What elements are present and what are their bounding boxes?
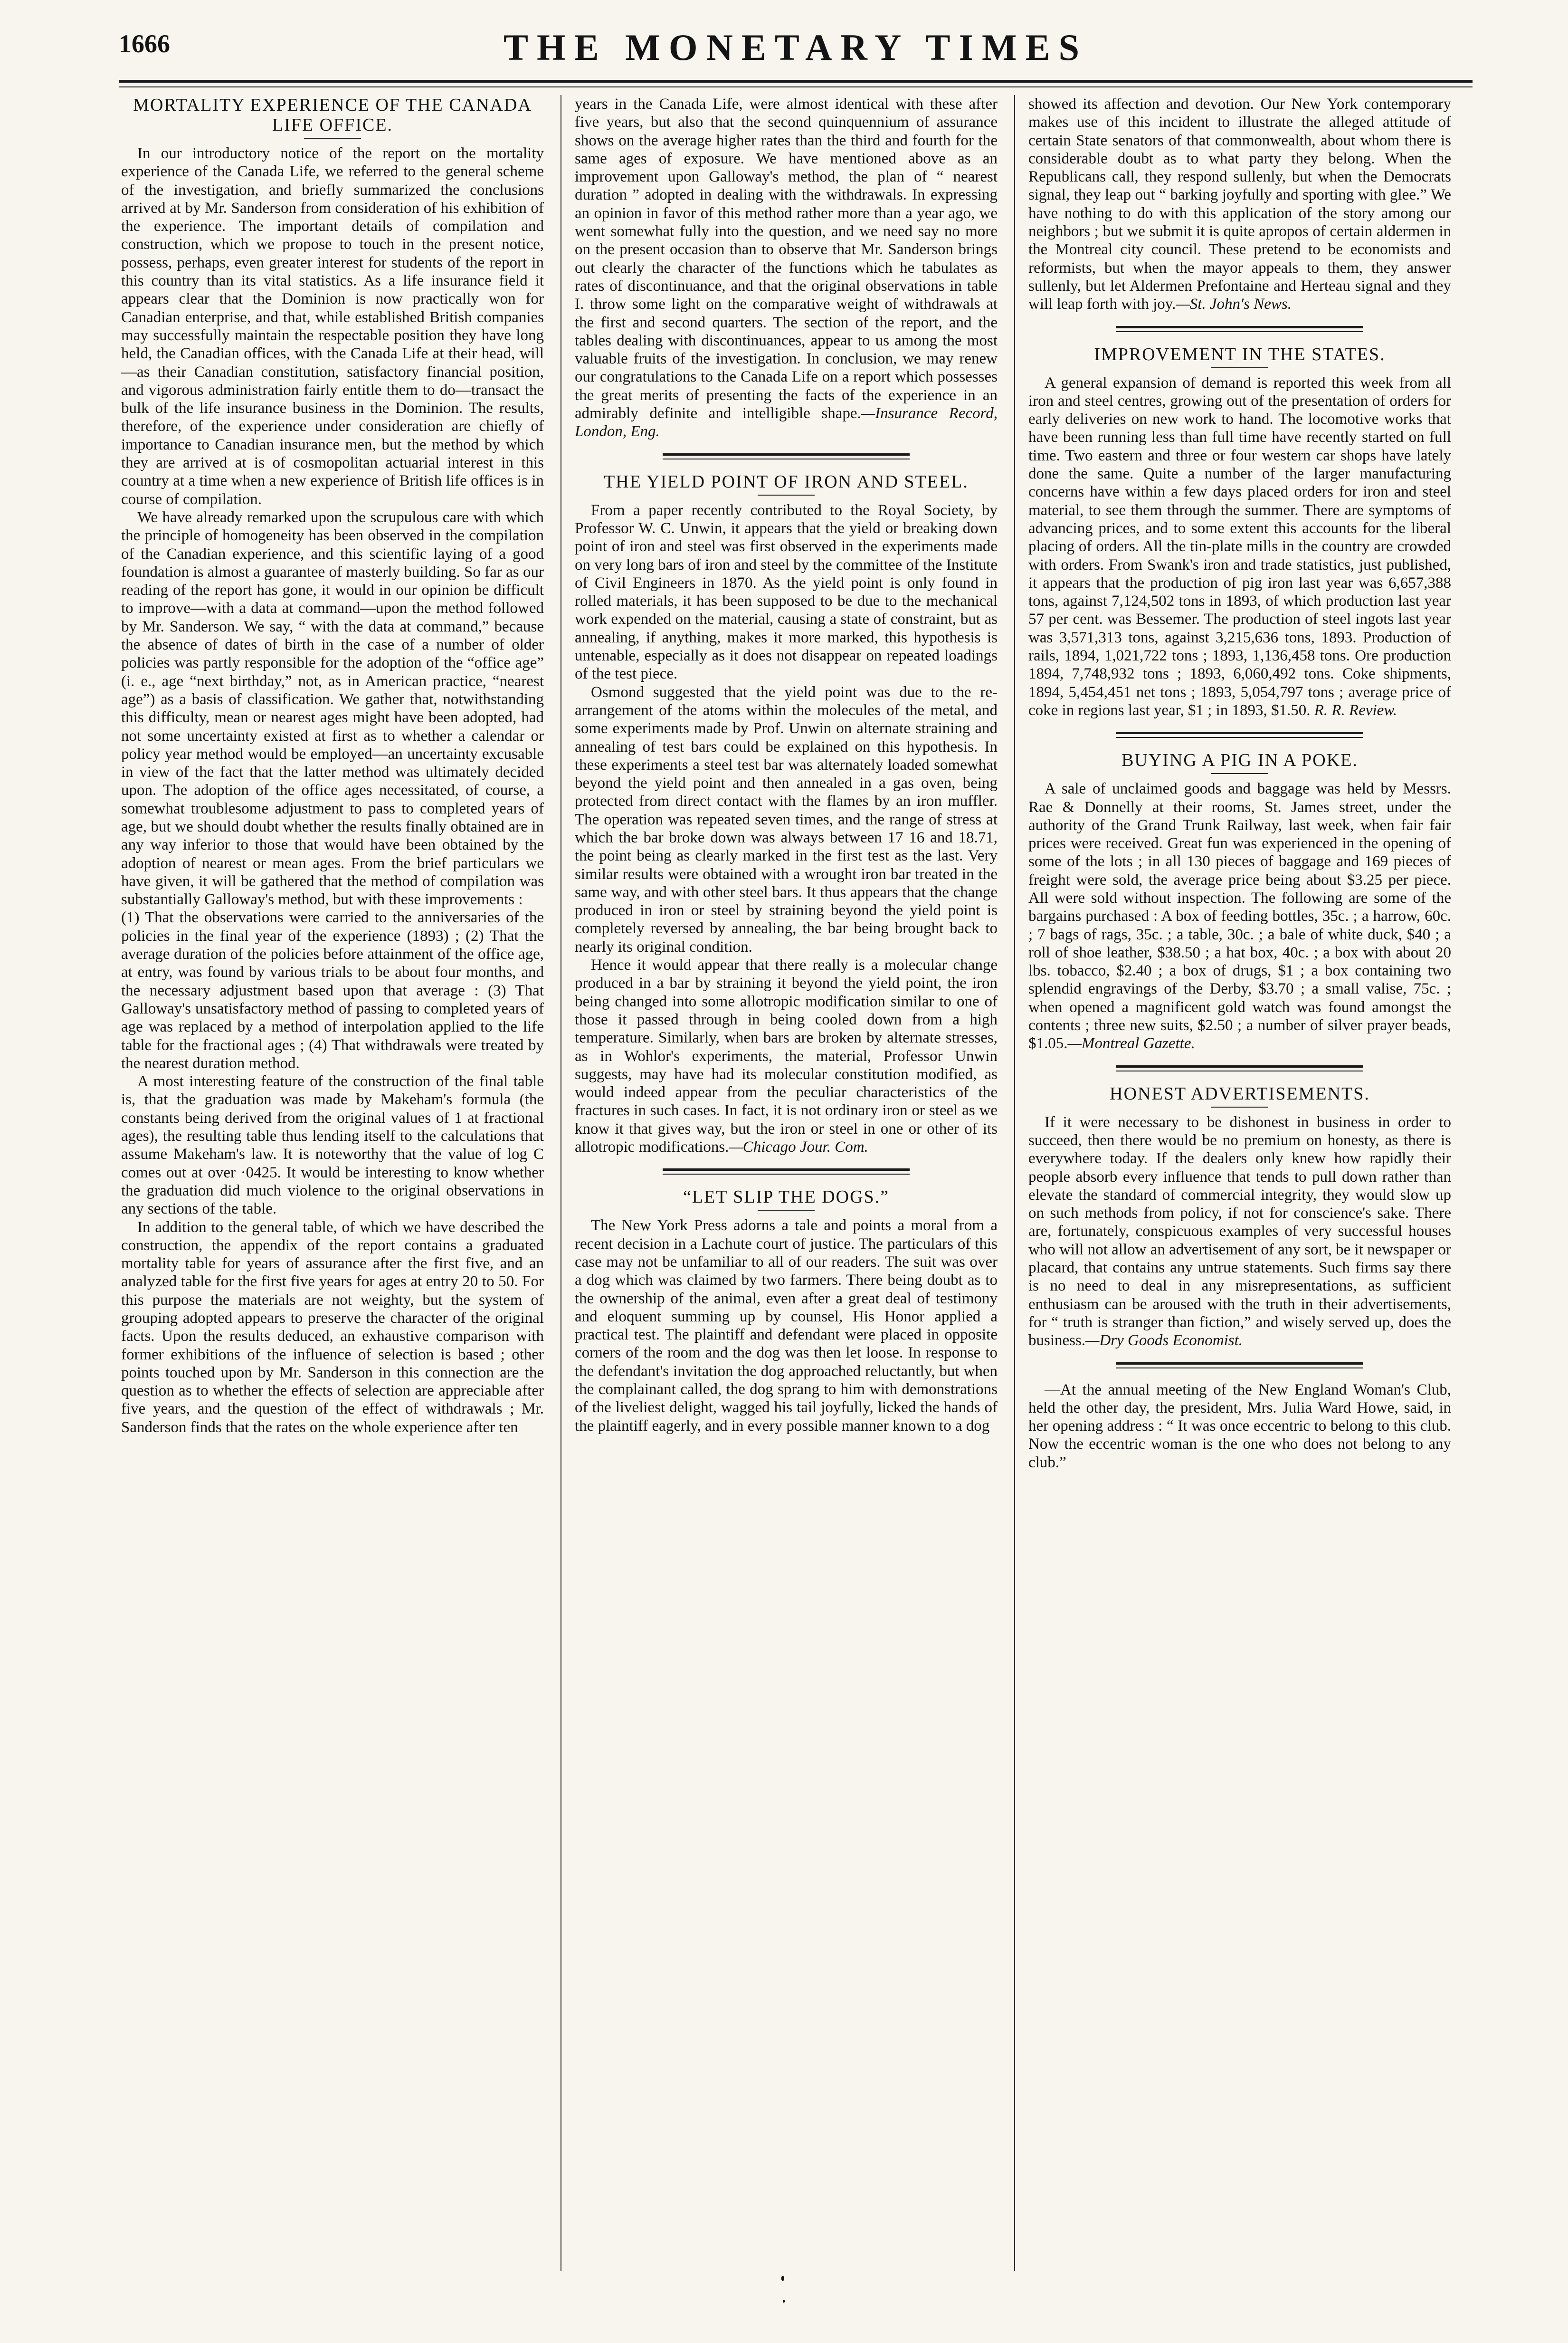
column-right xyxy=(1028,95,1451,1472)
page-number: 1666 xyxy=(119,29,170,58)
improvements-list: (1) That the observations were carried to the anniversaries of the policies in the final year of the experience (1893) ; (2) That the average duration of the policies before attainment of the office age, at entry, was found by various trials to be about four months, and the necessary adjustment based upon that average : (3) That Galloway's unsatisfactory method of passing to completed years of age was replaced by a method of interpolation applied to the life table for the fractional ages ; (4) That withdrawals were treated by the nearest duration method. xyxy=(121,909,544,1072)
article-paragraph: In addition to the general table, of which we have described the construction, the appendix of the report contains a graduated mortality table for years of assurance after the first five, and an analyzed table for the first five years for ages at entry 20 to 50. For this purpose the materials are not weighty, but the system of grouping adopted appears to preserve the character of the original facts. Upon the results deduced, an exhaustive comparison with former exhibitions of the influence of selection is based ; other points touched upon by Mr. Sanderson in this connection are the question as to whether the effects of selection are appreciable after five years, and the question of the effect of withdrawals ; Mr. Sanderson finds that the rates on the whole experience after ten xyxy=(121,1218,544,1436)
source-credit: —Montreal Gazette. xyxy=(1067,1035,1195,1052)
print-speck xyxy=(783,2300,785,2303)
article-headline: HONEST ADVERTISEMENTS. xyxy=(1110,1083,1370,1104)
article-headline: IMPROVEMENT IN THE STATES. xyxy=(1094,344,1386,364)
news-item: —At the annual meeting of the New England Woman's Club, held the other day, the president, Mrs. Julia Ward Howe, said, in her opening address : “ It was once eccentric to belong to this club. Now the eccentric woman is the one who does not belong to any club.” xyxy=(1028,1381,1451,1471)
article-paragraph: Osmond suggested that the yield point was due to the re-arrangement of the atoms within the molecules of the metal, and some experiments made by Prof. Unwin on alternate straining and annealing of test bars could be explained on this hypothesis. In these experiments a steel test bar was alternately loaded somewhat beyond the yield point and then annealed in a gas oven, being protected from direct contact with the flames by an iron muffler. The operation was repeated seven times, and the range of stress at which the bar broke down was always between 17 16 and 18.71, the point being as clearly marked in the first test as the last. Very similar results were obtained with a wrought iron bar treated in the same way, and with other steel bars. It thus appears that the change produced in iron or steel by straining beyond the yield point is completely reversed by annealing, the bar being brought back to nearly its original condition. xyxy=(575,683,998,956)
section-separator xyxy=(1116,326,1363,332)
headline-rule xyxy=(1211,367,1268,368)
article-paragraph: The New York Press adorns a tale and points a moral from a recent decision in a Lachute court of justice. The particulars of this case may not be unfamiliar to all of our readers. The suit was over a dog which was claimed by two farmers. There being doubt as to the ownership of the animal, even after a great deal of testimony and eloquent summing up by counsel, His Honor applied a practical test. The plaintiff and defendant were placed in opposite corners of the room and the dog was then let loose. In response to the defendant's invitation the dog approached reluctantly, but when the complainant called, the dog sprang to him with demonstrations of the liveliest delight, wagged his tail joyfully, licked the hands of the plaintiff eagerly, and in every possible manner known to a dog xyxy=(575,1217,998,1434)
headline-rule xyxy=(1211,773,1268,774)
paragraph-text: A general expansion of demand is reported this week from all iron and steel centres, growing out of the presentation of orders for early deliveries on new work to hand. The locomotive works that have been running less than full time have recently started on full time. Two eastern and three or four western car shops have lately done the same. Quite a number of the larger manufacturing concerns have within a few days placed orders for iron and steel material, to see them through the summer. There are symptoms of advancing prices, and to some extent this accounts for the liberal placing of orders. All the tin-plate mills in the country are crowded with orders. From Swank's iron and trade statistics, just published, it appears that the production of pig iron last year was 6,657,388 tons, against 7,124,502 tons in 1893, of which production last year 57 per cent. was Bessemer. The production of steel ingots last year was 3,571,313 tons, against 3,215,636 tons, 1893. Production of rails, 1894, 1,021,722 tons ; 1893, 1,136,458 tons. Ore production 1894, 7,748,932 tons ; 1893, 6,060,492 tons. Coke shipments, 1894, 5,454,451 net tons ; 1893, 5,054,797 tons ; average price of coke in regions last year, $1 ; in 1893, $1.50. xyxy=(1028,374,1451,719)
source-credit: —St. John's News. xyxy=(1176,296,1292,313)
section-separator xyxy=(663,1168,910,1175)
section-separator xyxy=(663,453,910,459)
continued-paragraph xyxy=(575,95,998,441)
section-separator xyxy=(1116,732,1363,738)
section-separator xyxy=(1116,1362,1363,1368)
article-paragraph: We have already remarked upon the scrupulous care with which the principle of homogeneity has been observed in the compilation of the Canadian experience, and this scientific laying of a good foundation is almost a guarantee of masterly building. So far as our reading of the report has gone, it would in our opinion be difficult to improve—with a data at command—upon the method followed by Mr. Sanderson. We say, “ with the data at command,” because the absence of dates of birth in the case of a number of older policies was partly responsible for the adoption of the “office age” (i. e., age “next birthday,” not, as in American practice, “nearest age”) as a basis of classification. We gather that, notwithstanding this difficulty, mean or nearest ages might have been adopted, had not some uncertainty existed at first as to whether a calendar or policy year method would be employed—an uncertainty excusable in view of the fact that the latter method was ultimately decided upon. The adoption of the office ages necessitated, of course, a somewhat troublesome adjustment to pass to completed years of age, but we should doubt whether the results finally obtained are in any way inferior to those that would have been obtained by the adoption of nearest or mean ages. From the brief particulars we have given, it will be gathered that the method of compilation was substantially Galloway's method, but with these improvements : xyxy=(121,508,544,909)
article-paragraph: A most interesting feature of the construction of the final table is, that the graduation was made by Makeham's formula (the constants being derived from the original values of 1 at fractional ages), the resulting table thus lending itself to the calculations that assume Makeham's law. It is noteworthy that the value of log C comes out at over ·0425. It would be interesting to know whether the graduation did much violence to the original observations in any sections of the table. xyxy=(121,1073,544,1218)
column-divider xyxy=(1014,95,1015,2271)
column-middle xyxy=(575,95,998,1435)
article-headline: THE YIELD POINT OF IRON AND STEEL. xyxy=(604,471,969,492)
headline-rule xyxy=(758,495,815,496)
column-left xyxy=(121,95,544,1436)
article-paragraph xyxy=(1028,1113,1451,1350)
article-paragraph xyxy=(1028,780,1451,1052)
article-paragraph xyxy=(575,956,998,1156)
paragraph-text: If it were necessary to be dishonest in business in order to succeed, then there would be no premium on honesty, as there is everywhere today. If the dealers only knew how rapidly their people absorb every influence that tends to pull down rather than elevate the standard of commercial integrity, they would slow up on such methods from policy, if not for conscience's sake. There are, fortunately, conspicuous examples of very successful houses who will not allow an advertisement of any sort, be it newspaper or placard, that contains any untrue statements. Such firms say there is no need to deal in any misrepresentations, as sufficient enthusiasm can be aroused with the truth in their advertisements, for “ truth is stranger than fiction,” and wisely served up, does the business. xyxy=(1028,1113,1451,1349)
section-separator xyxy=(1116,1065,1363,1071)
source-credit: R. R. Review. xyxy=(1314,701,1397,719)
article-paragraph: In our introductory notice of the report on the mortality experience of the Canada Life, we referred to the general scheme of the investigation, and briefly summarized the conclusions arrived at by Mr. Sanderson from consideration of his exhibition of the experience. The important details of compilation and construction, which we propose to touch in the present notice, possess, perhaps, even greater interest for students of the report in this country than its vital statistics. As a life insurance field it appears clear that the Dominion is now practically won for Canadian enterprise, and that, while established British companies may successfully maintain the respectable position they have long held, the Canadian offices, with the Canada Life at their head, will—as their Canadian constitution, satisfactory financial position, and vigorous administration fairly entitle them to do—transact the bulk of the life insurance business in the Dominion. The results, therefore, of the experience under consideration are chiefly of importance to Canadian insurance men, but the method by which they are arrived at is of cosmopolitan actuarial interest in this country at a time when a new experience of British life offices is in course of compilation. xyxy=(121,145,544,508)
article-headline: MORTALITY EXPERIENCE OF THE CANADA LIFE OFFICE. xyxy=(133,95,532,135)
article-paragraph: From a paper recently contributed to the Royal Society, by Professor W. C. Unwin, it appears that the yield or breaking down point of iron and steel was first observed in the experiments made on very long bars of iron and steel by the committee of the Institute of Civil Engineers in 1870. As the yield point is only found in rolled materials, it has been supposed to be due to the mechanical work expended on the material, causing a state of constraint, but as annealing, if anything, makes it more marked, this hypothesis is untenable, especially as it does not disappear on repeated loadings of the test piece. xyxy=(575,501,998,683)
article-paragraph xyxy=(1028,374,1451,720)
paragraph-text: Hence it would appear that there really is a molecular change produced in a bar by straining it beyond the yield point, the iron being changed into some allotropic modification similar to one of those it passed through in being cooled down from a high temperature. Similarly, when bars are broken by alternate stresses, as in Wohlor's experiments, the material, Professor Unwin suggests, may have had its molecular constitution modified, as would indeed appear from the peculiar characteristics of the fractures in such cases. In fact, it is not ordinary iron or steel as we know it that gives way, but the iron or steel in one or other of its allotropic modifications. xyxy=(575,956,998,1156)
masthead-thick-rule xyxy=(119,80,1473,83)
paragraph-text: A sale of unclaimed goods and baggage was held by Messrs. Rae & Donnelly at their rooms, St. James street, under the authority of the Grand Trunk Railway, last week, when fair fair prices were received. Great fun was experienced in the opening of some of the lots ; in all 130 pieces of baggage and 169 pieces of freight were sold, the average price being about $3.25 per piece. All were sold without inspection. The following are some of the bargains purchased : A box of feeding bottles, 35c. ; a harrow, 60c. ; 7 bags of rags, 35c. ; a table, 30c. ; a bale of white duck, $40 ; a roll of shoe leather, $38.50 ; a hat box, 40c. ; a box with about 20 lbs. tobacco, $2.40 ; a box of drugs, $1 ; a box containing two splendid engravings of the Derby, $3.70 ; a small valise, 75c. ; when opened a magnificent gold watch was found amongst the contents ; three new suits, $2.50 ; a number of silver prayer beads, $1.05. xyxy=(1028,780,1451,1052)
source-credit: —Chicago Jour. Com. xyxy=(729,1138,868,1156)
print-speck xyxy=(781,2276,784,2281)
masthead-thin-rule xyxy=(119,86,1473,87)
headline-rule xyxy=(1211,1107,1268,1108)
source-credit: —Insurance Record, London, Eng. xyxy=(575,405,998,440)
headline-rule xyxy=(304,138,361,139)
continued-text: showed its affection and devotion. Our New York contemporary makes use of this incident to illustrate the alleged attitude of certain State senators of that commonwealth, about whom there is considerable doubt as to what party they belong. When the Republicans call, they respond sullenly, but when the Democrats signal, they leap out “ barking joyfully and sporting with glee.” We have nothing to do with this application of the story among our neighbors ; but we submit it is quite apropos of certain aldermen in the Montreal city council. These pretend to be economists and reformists, but when the mayor appeals to them, they answer sullenly, but let Aldermen Prefontaine and Herteau signal and they will leap forth with joy. xyxy=(1028,96,1451,313)
article-headline: “LET SLIP THE DOGS.” xyxy=(683,1187,890,1207)
article-headline: BUYING A PIG IN A POKE. xyxy=(1121,750,1358,771)
headline-rule xyxy=(758,1210,815,1211)
running-head: THE MONETARY TIMES xyxy=(504,27,1088,68)
continued-text: years in the Canada Life, were almost identical with these after five years, but also that the second quinquennium of assurance shows on the average higher rates than the third and fourth for the same ages of exposure. We have mentioned above as an improvement upon Galloway's method, the plan of “ nearest duration ” adopted in dealing with the withdrawals. In expressing an opinion in favor of this method rather more than a year ago, we went somewhat fully into the question, and we need say no more on the present occasion than to observe that Mr. Sanderson brings out clearly the character of the functions which he tabulates as rates of discontinuance, and that the original observations in table I. throw some light on the comparative weight of withdrawals at the first and second quarters. The section of the report, and the tables dealing with discontinuances, appear to us among the most valuable fruits of the investigation. In conclusion, we may renew our congratulations to the Canada Life on a report which possesses the great merits of presenting the facts of the experience in an admirably definite and intelligible shape. xyxy=(575,96,998,422)
masthead xyxy=(119,26,1473,78)
continued-paragraph xyxy=(1028,95,1451,314)
source-credit: —Dry Goods Economist. xyxy=(1085,1332,1243,1349)
